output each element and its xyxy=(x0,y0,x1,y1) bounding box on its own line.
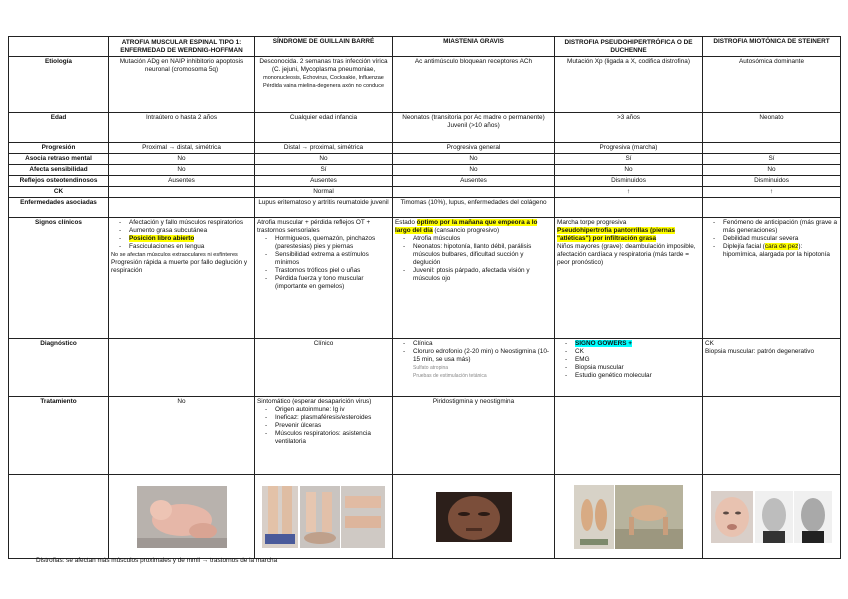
etiologia-gb: Desconocida. 2 semanas tras infección vírica (C. jejuni, Mycoplasma pneumoniae, mononucleosis, Echovirus, Cocksakie, Influenzae Pérdida vaina mielina-degenera axón no conduce xyxy=(255,57,393,113)
edad-ame: Intraútero o hasta 2 años xyxy=(109,113,255,143)
photo-cell-steinert xyxy=(703,475,841,559)
ck-mg xyxy=(393,187,555,198)
list-item: - Clínica xyxy=(413,340,552,348)
ck-gb: Normal xyxy=(255,187,393,198)
row-sensibilidad xyxy=(9,165,841,176)
list-item: - SIGNO GOWERS + xyxy=(575,340,700,348)
ptosis-face-photo xyxy=(436,492,512,542)
label-diagnostico: Diagnóstico xyxy=(9,339,109,397)
diagnostico-ame xyxy=(109,339,255,397)
header-row xyxy=(9,37,841,57)
progresion-gb: Distal → proximal, simétrica xyxy=(255,143,393,154)
header-guillain-barre: SÍNDROME DE GUILLAIN BARRÉ xyxy=(255,37,393,57)
diagnostico-steinert: CK Biopsia muscular: patrón degenerativo xyxy=(703,339,841,397)
label-sensibilidad: Afecta sensibilidad xyxy=(9,165,109,176)
enf-asoc-gb: Lupus eritematoso y artritis reumatoide juvenil xyxy=(255,198,393,218)
progresion-mg: Progresiva general xyxy=(393,143,555,154)
comparison-table xyxy=(8,36,841,559)
photo-cell-mg xyxy=(393,475,555,559)
label-retraso: Asocia retraso mental xyxy=(9,154,109,165)
tratamiento-gb: Sintomático (esperar desaparición virus) - Origen autoinmune: Ig iv - Ineficaz: plasmaféresis/esteroides - Prevenir úlceras - Músculos respiratorios: asistencia ventilatoria xyxy=(255,397,393,475)
label-enf-asoc: Enfermedades asociadas xyxy=(9,198,109,218)
adult-face-photo-2 xyxy=(794,491,832,543)
list-item: - Ineficaz: plasmaféresis/esteroides xyxy=(275,414,390,422)
etiologia-mg: Ac antimúsculo bloquean receptores ACh xyxy=(393,57,555,113)
diagnostico-mg: - Clínica - Cloruro edrofonio (2-20 min) o Neostigmina (10-15 min, se usa más) Sulfato atropina Pruebas de estimulación tetánica xyxy=(393,339,555,397)
edad-duchenne: >3 años xyxy=(555,113,703,143)
label-tratamiento: Tratamiento xyxy=(9,397,109,475)
retraso-duchenne: Sí xyxy=(555,154,703,165)
header-steinert: DISTROFIA MIOTÓNICA DE STEINERT xyxy=(703,37,841,57)
edad-steinert: Neonato xyxy=(703,113,841,143)
reflejos-gb: Ausentes xyxy=(255,176,393,187)
corner-cell xyxy=(9,37,109,57)
edad-mg: Neonatos (transitoria por Ac madre o permanente) Juvenil (>10 años) xyxy=(393,113,555,143)
retraso-steinert: Sí xyxy=(703,154,841,165)
edad-gb: Cualquier edad infancia xyxy=(255,113,393,143)
list-item: - Fasciculaciones en lengua xyxy=(129,243,252,251)
hands-photo xyxy=(341,486,385,548)
list-item: - Fenómeno de anticipación (más grave a más generaciones) xyxy=(723,219,838,235)
etiologia-steinert: Autosómica dominante xyxy=(703,57,841,113)
signos-duchenne: Marcha torpe progresiva Pseudohipertrofia pantorrillas (piernas "atléticas") por infiltración grasa Niños mayores (grave): deambulación imposible, afectación cardíaca y respiratoria (más tarde = peor pronóstico) xyxy=(555,218,703,339)
reflejos-mg: Ausentes xyxy=(393,176,555,187)
row-tratamiento xyxy=(9,397,841,475)
signos-steinert xyxy=(703,218,841,339)
sensibilidad-steinert: No xyxy=(703,165,841,176)
signos-gb: Atrofia muscular + pérdida reflejos OT + trastornos sensoriales - Hormigueos, quemazón, pinchazos (parestesias) pies y piernas - Sensibilidad extrema a estímulos mínimos - Trastornos tróficos piel o uñas - Pérdida fuerza y tono muscular (importante en gemelos) xyxy=(255,218,393,339)
list-item: - Pérdida fuerza y tono muscular (importante en gemelos) xyxy=(275,275,390,291)
list-item: - Biopsia muscular xyxy=(575,364,700,372)
list-item: - Sensibilidad extrema a estímulos mínimos xyxy=(275,251,390,267)
diagnostico-duchenne xyxy=(555,339,703,397)
enf-asoc-ame xyxy=(109,198,255,218)
list-item: - Músculos respiratorios: asistencia ventilatoria xyxy=(275,430,390,446)
progresion-duchenne: Progresiva (marcha) xyxy=(555,143,703,154)
infant-open-book-photo xyxy=(137,486,227,548)
header-ame: ATROFIA MUSCULAR ESPINAL TIPO 1: ENFERMEDAD DE WERDNIG-HOFFMAN xyxy=(109,37,255,57)
etiologia-ame: Mutación ADg en NAIP inhibitorio apoptosis neuronal (cromosoma 5q) xyxy=(109,57,255,113)
header-duchenne: DISTROFIA PSEUDOHIPERTRÓFICA O DE DUCHENNE xyxy=(555,37,703,57)
row-diagnostico xyxy=(9,339,841,397)
reflejos-duchenne: Disminuidos xyxy=(555,176,703,187)
list-item: - Atrofia músculos xyxy=(413,235,552,243)
tratamiento-steinert xyxy=(703,397,841,475)
list-item: - EMG xyxy=(575,356,700,364)
calf-pseudohypertrophy-photo xyxy=(574,485,614,549)
list-item: - Hormigueos, quemazón, pinchazos (parestesias) pies y piernas xyxy=(275,235,390,251)
progresion-ame: Proximal → distal, simétrica xyxy=(109,143,255,154)
tratamiento-duchenne xyxy=(555,397,703,475)
label-ck: CK xyxy=(9,187,109,198)
retraso-mg: No xyxy=(393,154,555,165)
retraso-ame: No xyxy=(109,154,255,165)
row-edad xyxy=(9,113,841,143)
row-ck xyxy=(9,187,841,198)
photos-label-cell xyxy=(9,475,109,559)
progresion-steinert xyxy=(703,143,841,154)
adult-face-photo-1 xyxy=(755,491,793,543)
row-reflejos xyxy=(9,176,841,187)
list-item: - Diplejía facial (cara de pez): hipomímica, alargada por la hipotonía xyxy=(723,243,838,259)
enf-asoc-mg: Timomas (10%), lupus, enfermedades del colágeno xyxy=(393,198,555,218)
list-item: - Cloruro edrofonio (2-20 min) o Neostigmina (10-15 min, se usa más) xyxy=(413,348,552,364)
row-photos xyxy=(9,475,841,559)
row-signos xyxy=(9,218,841,339)
list-item: - Posición libro abierto xyxy=(129,235,252,243)
feet-photo-1 xyxy=(262,486,298,548)
footer-note: Distrofias: se afectan más músculos proximales y de mmii → trastornos de la marcha xyxy=(36,557,278,564)
signos-ame: - Afectación y fallo músculos respiratorios - Aumento grasa subcutánea - Posición libro abierto - Fasciculaciones en lengua No se afectan músculos extraoculares ni esfínteres Progresión rápida a muerte por fallo deglución y respiración xyxy=(109,218,255,339)
diagnostico-gb: Clínico xyxy=(255,339,393,397)
sensibilidad-mg: No xyxy=(393,165,555,176)
list-item: - Prevenir úlceras xyxy=(275,422,390,430)
photo-cell-ame xyxy=(109,475,255,559)
sensibilidad-duchenne: No xyxy=(555,165,703,176)
sensibilidad-ame: No xyxy=(109,165,255,176)
header-miastenia: MIASTENIA GRAVIS xyxy=(393,37,555,57)
reflejos-ame: Ausentes xyxy=(109,176,255,187)
list-item: - Juvenil: ptosis párpado, afectada visión y músculos ojo xyxy=(413,267,552,283)
list-item: - Debilidad muscular severa xyxy=(723,235,838,243)
label-signos: Signos clínicos xyxy=(9,218,109,339)
enf-asoc-steinert xyxy=(703,198,841,218)
sensibilidad-gb: Sí xyxy=(255,165,393,176)
list-item: - CK xyxy=(575,348,700,356)
signos-mg: Estado óptimo por la mañana que empeora a lo largo del día (cansancio progresivo) - Atrofia músculos - Neonatos: hipotonía, llanto débil, parálisis músculos bulbares, dificultad succión y deglución - Juvenil: ptosis párpado, afectada visión y músculos ojo xyxy=(393,218,555,339)
list-item: - Aumento grasa subcutánea xyxy=(129,227,252,235)
row-etiologia xyxy=(9,57,841,113)
list-item: - Neonatos: hipotonía, llanto débil, parálisis músculos bulbares, dificultad succión y deglución xyxy=(413,243,552,267)
tratamiento-ame: No xyxy=(109,397,255,475)
feet-photo-2 xyxy=(300,486,340,548)
photo-cell-duchenne xyxy=(555,475,703,559)
row-enf-asoc xyxy=(9,198,841,218)
list-item: - Afectación y fallo músculos respiratorios xyxy=(129,219,252,227)
gowers-sign-photo xyxy=(615,485,683,549)
row-retraso xyxy=(9,154,841,165)
ck-duchenne: ↑ xyxy=(555,187,703,198)
enf-asoc-duchenne xyxy=(555,198,703,218)
ck-ame xyxy=(109,187,255,198)
label-edad: Edad xyxy=(9,113,109,143)
label-etiologia: Etiología xyxy=(9,57,109,113)
child-face-photo xyxy=(711,491,753,543)
ck-steinert: ↑ xyxy=(703,187,841,198)
retraso-gb: No xyxy=(255,154,393,165)
list-item: - Estudio genético molecular xyxy=(575,372,700,380)
label-progresion: Progresión xyxy=(9,143,109,154)
list-item: - Trastornos tróficos piel o uñas xyxy=(275,267,390,275)
tratamiento-mg: Piridostigmina y neostigmina xyxy=(393,397,555,475)
etiologia-duchenne: Mutación Xp (ligada a X, codifica distrofina) xyxy=(555,57,703,113)
row-progresion xyxy=(9,143,841,154)
photo-cell-gb xyxy=(255,475,393,559)
label-reflejos: Reflejos osteotendinosos xyxy=(9,176,109,187)
reflejos-steinert: Disminuidos xyxy=(703,176,841,187)
list-item: - Origen autoinmune: Ig iv xyxy=(275,406,390,414)
